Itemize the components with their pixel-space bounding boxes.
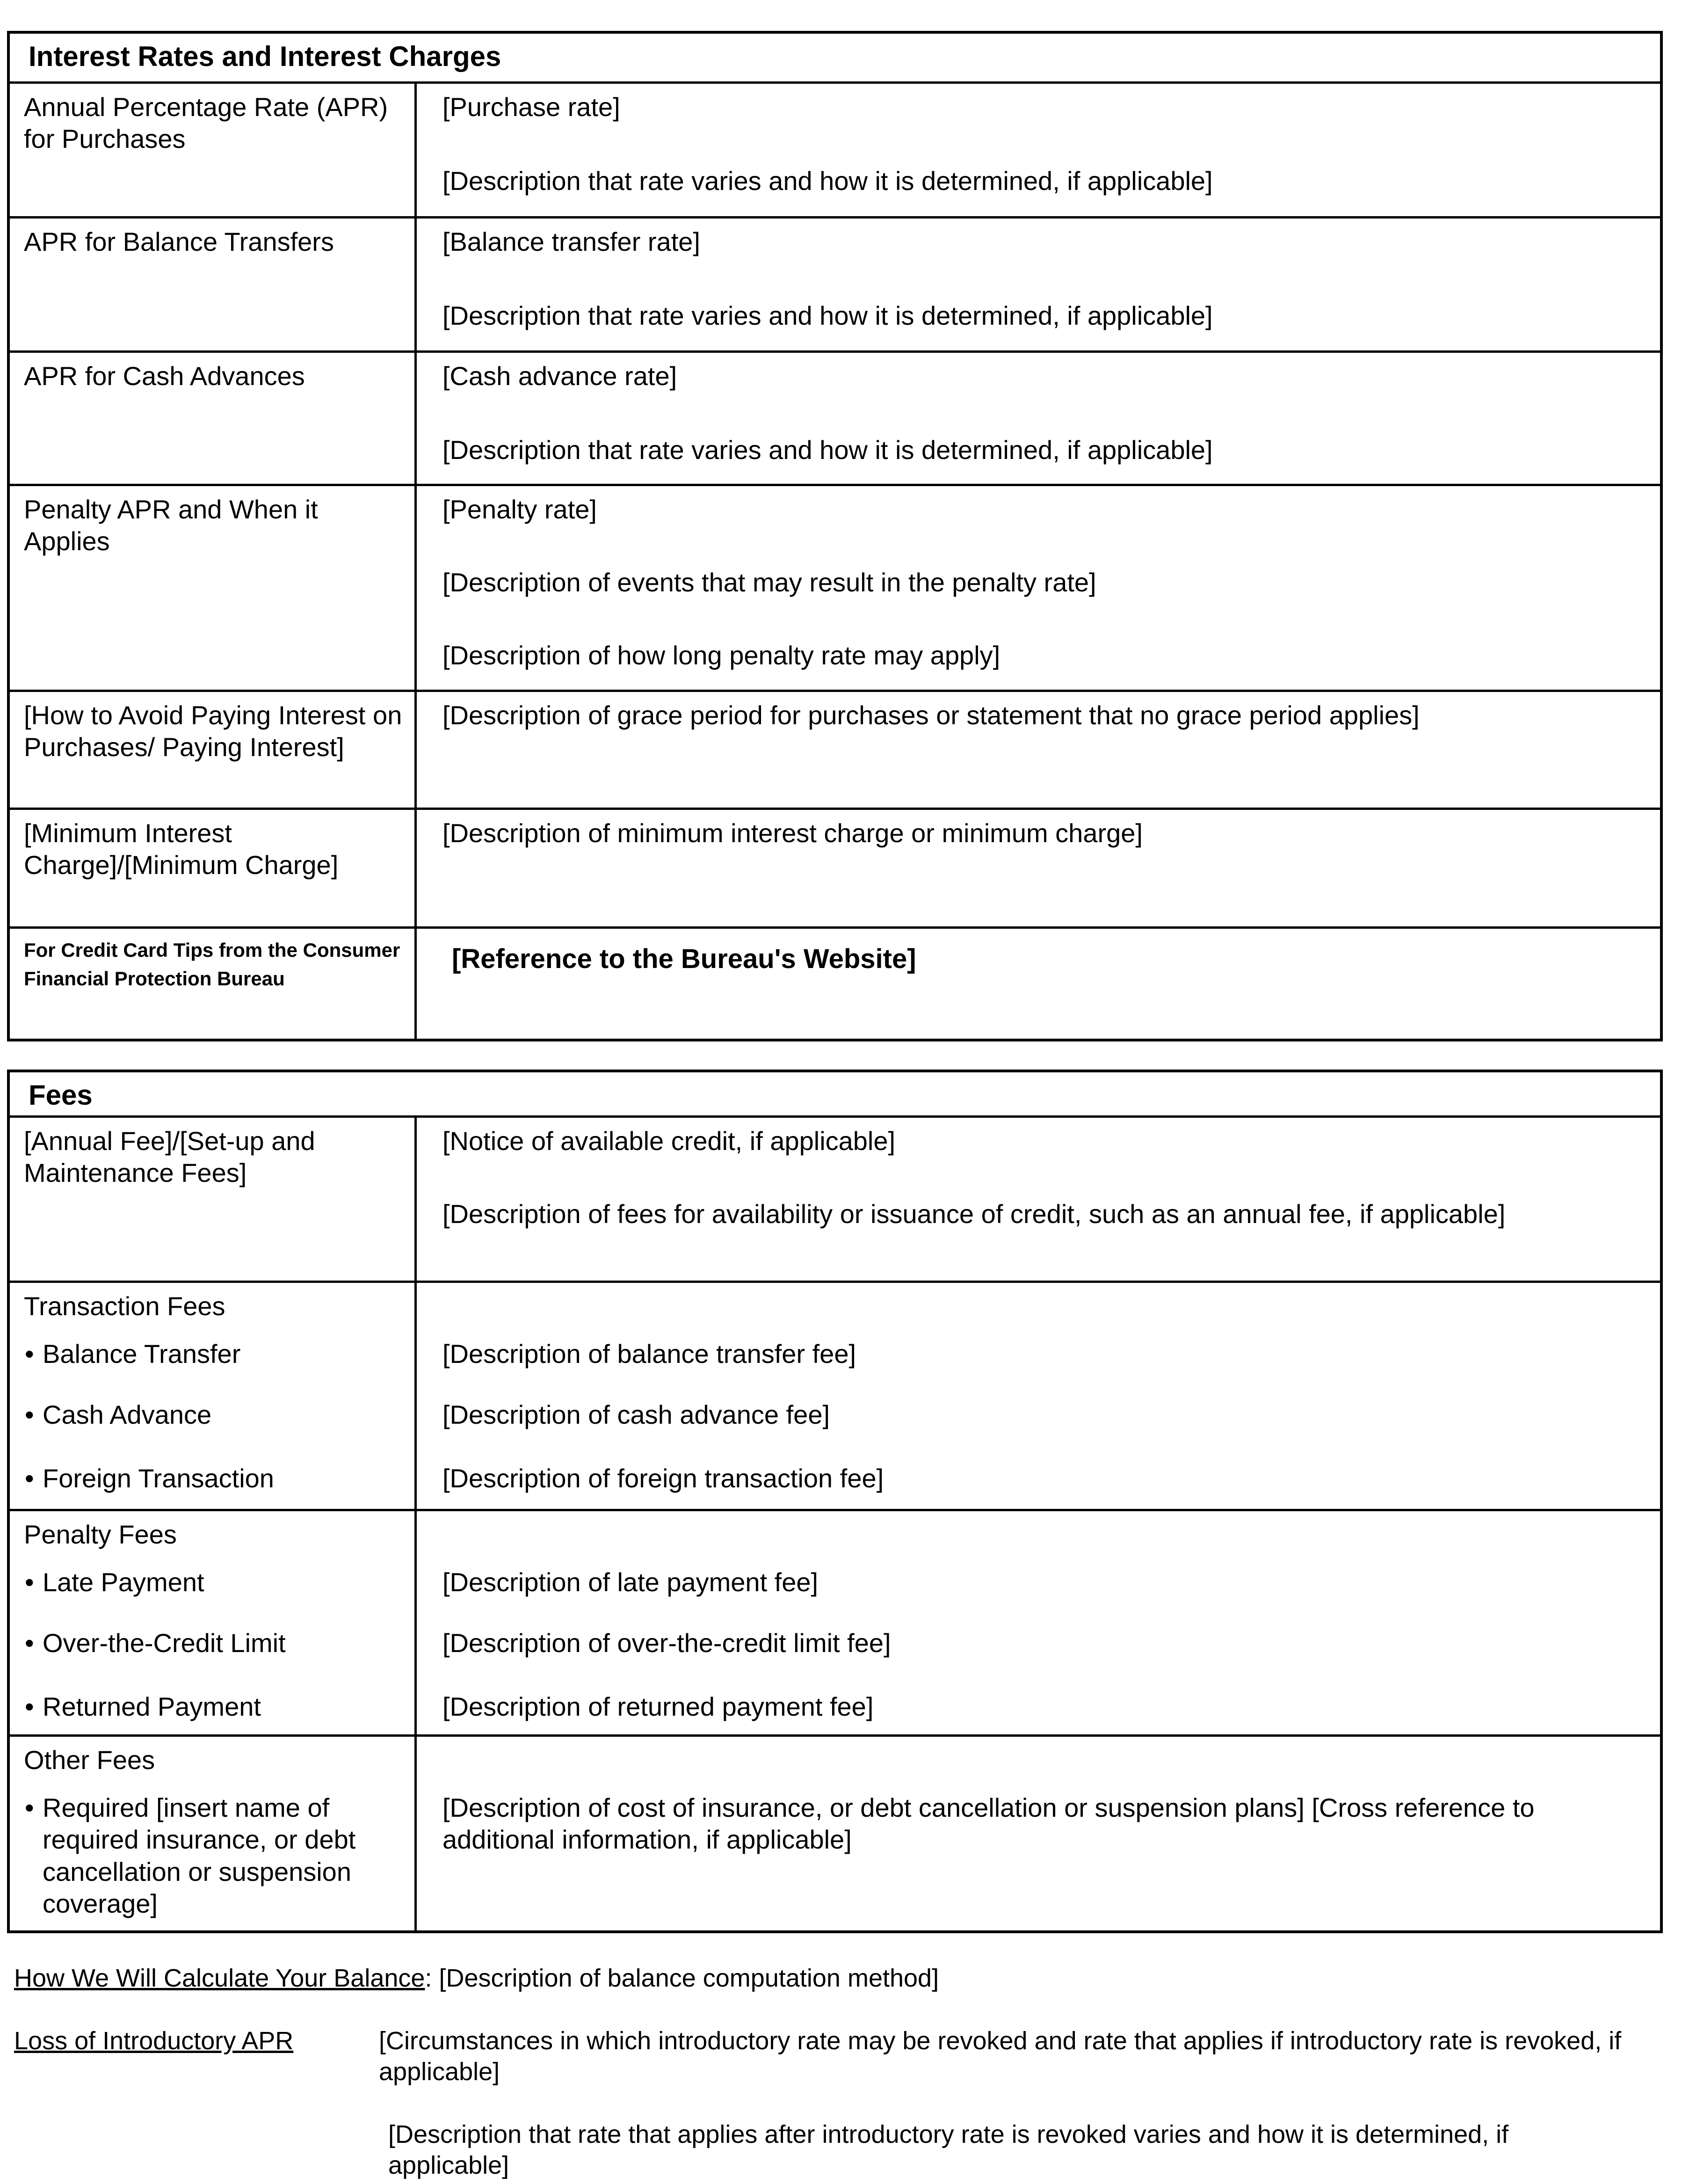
row-content bbox=[419, 810, 1660, 926]
row-text: [Penalty rate] bbox=[442, 495, 597, 524]
bureau-reference: [Reference to the Bureau's Website] bbox=[452, 944, 916, 974]
table-row bbox=[10, 353, 1660, 486]
row-label: Annual Percentage Rate (APR) for Purchases bbox=[10, 84, 417, 216]
table-row bbox=[10, 1283, 1660, 1511]
row-text: [Description of grace period for purchases or statement that no grace period applies] bbox=[442, 700, 1420, 730]
balance-label: How We Will Calculate Your Balance bbox=[14, 1964, 425, 1992]
row-label: Penalty APR and When it Applies bbox=[10, 486, 417, 690]
list-item: • Foreign Transaction bbox=[43, 1463, 274, 1494]
group-label: Penalty Fees bbox=[24, 1520, 177, 1549]
list-item: • Cash Advance bbox=[43, 1399, 211, 1431]
table-row bbox=[10, 1118, 1660, 1283]
row-label: [Annual Fee]/[Set-up and Maintenance Fees] bbox=[10, 1118, 417, 1281]
row-label: APR for Balance Transfers bbox=[10, 218, 417, 350]
table-heading: Fees bbox=[10, 1072, 1660, 1118]
row-label: For Credit Card Tips from the Consumer Financial Protection Bureau bbox=[10, 929, 417, 1039]
list-item: • Balance Transfer bbox=[43, 1338, 240, 1370]
row-label-group bbox=[10, 1737, 417, 1930]
row-content bbox=[419, 1118, 1660, 1281]
row-text: [Notice of available credit, if applicable] bbox=[442, 1126, 896, 1156]
row-text: [Description of fees for availability or issuance of credit, such as an annual fee, if applicable] bbox=[442, 1199, 1506, 1229]
table-row bbox=[10, 692, 1660, 810]
balance-text: [Description of balance computation method] bbox=[439, 1964, 939, 1992]
row-text: [Description of events that may result in the penalty rate] bbox=[442, 568, 1096, 597]
row-text: [Description of returned payment fee] bbox=[442, 1692, 874, 1721]
row-text: [Description of over-the-credit limit fee] bbox=[442, 1628, 891, 1658]
row-label-group bbox=[10, 1511, 417, 1734]
row-content bbox=[419, 1737, 1660, 1930]
fees-table bbox=[7, 1070, 1663, 1933]
table-row bbox=[10, 84, 1660, 218]
row-label: [Minimum Interest Charge]/[Minimum Charge] bbox=[10, 810, 417, 926]
row-text: [Description that rate varies and how it is determined, if applicable] bbox=[442, 301, 1213, 330]
row-text: [Description that rate varies and how it is determined, if applicable] bbox=[442, 435, 1213, 465]
row-text: [Description of balance transfer fee] bbox=[442, 1339, 856, 1369]
row-text: [Balance transfer rate] bbox=[442, 227, 700, 256]
table-row bbox=[10, 218, 1660, 353]
row-content bbox=[419, 1511, 1660, 1734]
row-text: [Cash advance rate] bbox=[442, 361, 677, 391]
row-text: [Description of how long penalty rate may apply] bbox=[442, 641, 1000, 670]
row-label: APR for Cash Advances bbox=[10, 353, 417, 484]
row-content bbox=[419, 486, 1660, 690]
row-text: [Description of cash advance fee] bbox=[442, 1400, 830, 1429]
table-row bbox=[10, 810, 1660, 929]
interest-rates-table bbox=[7, 31, 1663, 1041]
row-label-group bbox=[10, 1283, 417, 1509]
row-content bbox=[419, 1283, 1660, 1509]
row-text: [Description of cost of insurance, or debt cancellation or suspension plans] [Cross reference to additional information, if applicable] bbox=[442, 1793, 1535, 1855]
list-item: • Over-the-Credit Limit bbox=[43, 1627, 286, 1659]
balance-note bbox=[14, 1963, 1682, 1994]
row-text: [Description of minimum interest charge or minimum charge] bbox=[442, 818, 1143, 848]
row-content bbox=[419, 929, 1660, 1039]
row-content bbox=[419, 353, 1660, 484]
list-item: • Required [insert name of required insurance, or debt cancellation or suspension coverage] bbox=[43, 1792, 398, 1920]
balance-separator: : bbox=[425, 1964, 432, 1992]
intro-apr-text-1: [Circumstances in which introductory rate may be revoked and rate that applies if introductory rate is revoked, if applicable] bbox=[379, 2027, 1622, 2086]
row-text: [Description of late payment fee] bbox=[442, 1567, 819, 1597]
group-label: Other Fees bbox=[24, 1745, 155, 1775]
row-text: [Description of foreign transaction fee] bbox=[442, 1463, 884, 1493]
group-label: Transaction Fees bbox=[24, 1291, 225, 1321]
table-row bbox=[10, 1511, 1660, 1737]
row-content bbox=[419, 84, 1660, 216]
intro-apr-label-wrap bbox=[14, 2026, 379, 2057]
table-row bbox=[10, 1737, 1660, 1930]
intro-apr-text-2: [Description that rate that applies after introductory rate is revoked varies and how it is determined, if applicable] bbox=[388, 2120, 1509, 2179]
row-text: [Description that rate varies and how it is determined, if applicable] bbox=[442, 166, 1213, 196]
list-item: • Late Payment bbox=[43, 1566, 204, 1598]
row-label: [How to Avoid Paying Interest on Purchases/ Paying Interest] bbox=[10, 692, 417, 808]
table-heading: Interest Rates and Interest Charges bbox=[10, 34, 1660, 84]
row-content bbox=[419, 692, 1660, 808]
table-row bbox=[10, 486, 1660, 692]
list-item: • Returned Payment bbox=[43, 1691, 261, 1723]
table-row bbox=[10, 929, 1660, 1039]
row-content bbox=[419, 218, 1660, 350]
intro-apr-label: Loss of Introductory APR bbox=[14, 2027, 294, 2055]
row-text: [Purchase rate] bbox=[442, 92, 620, 122]
